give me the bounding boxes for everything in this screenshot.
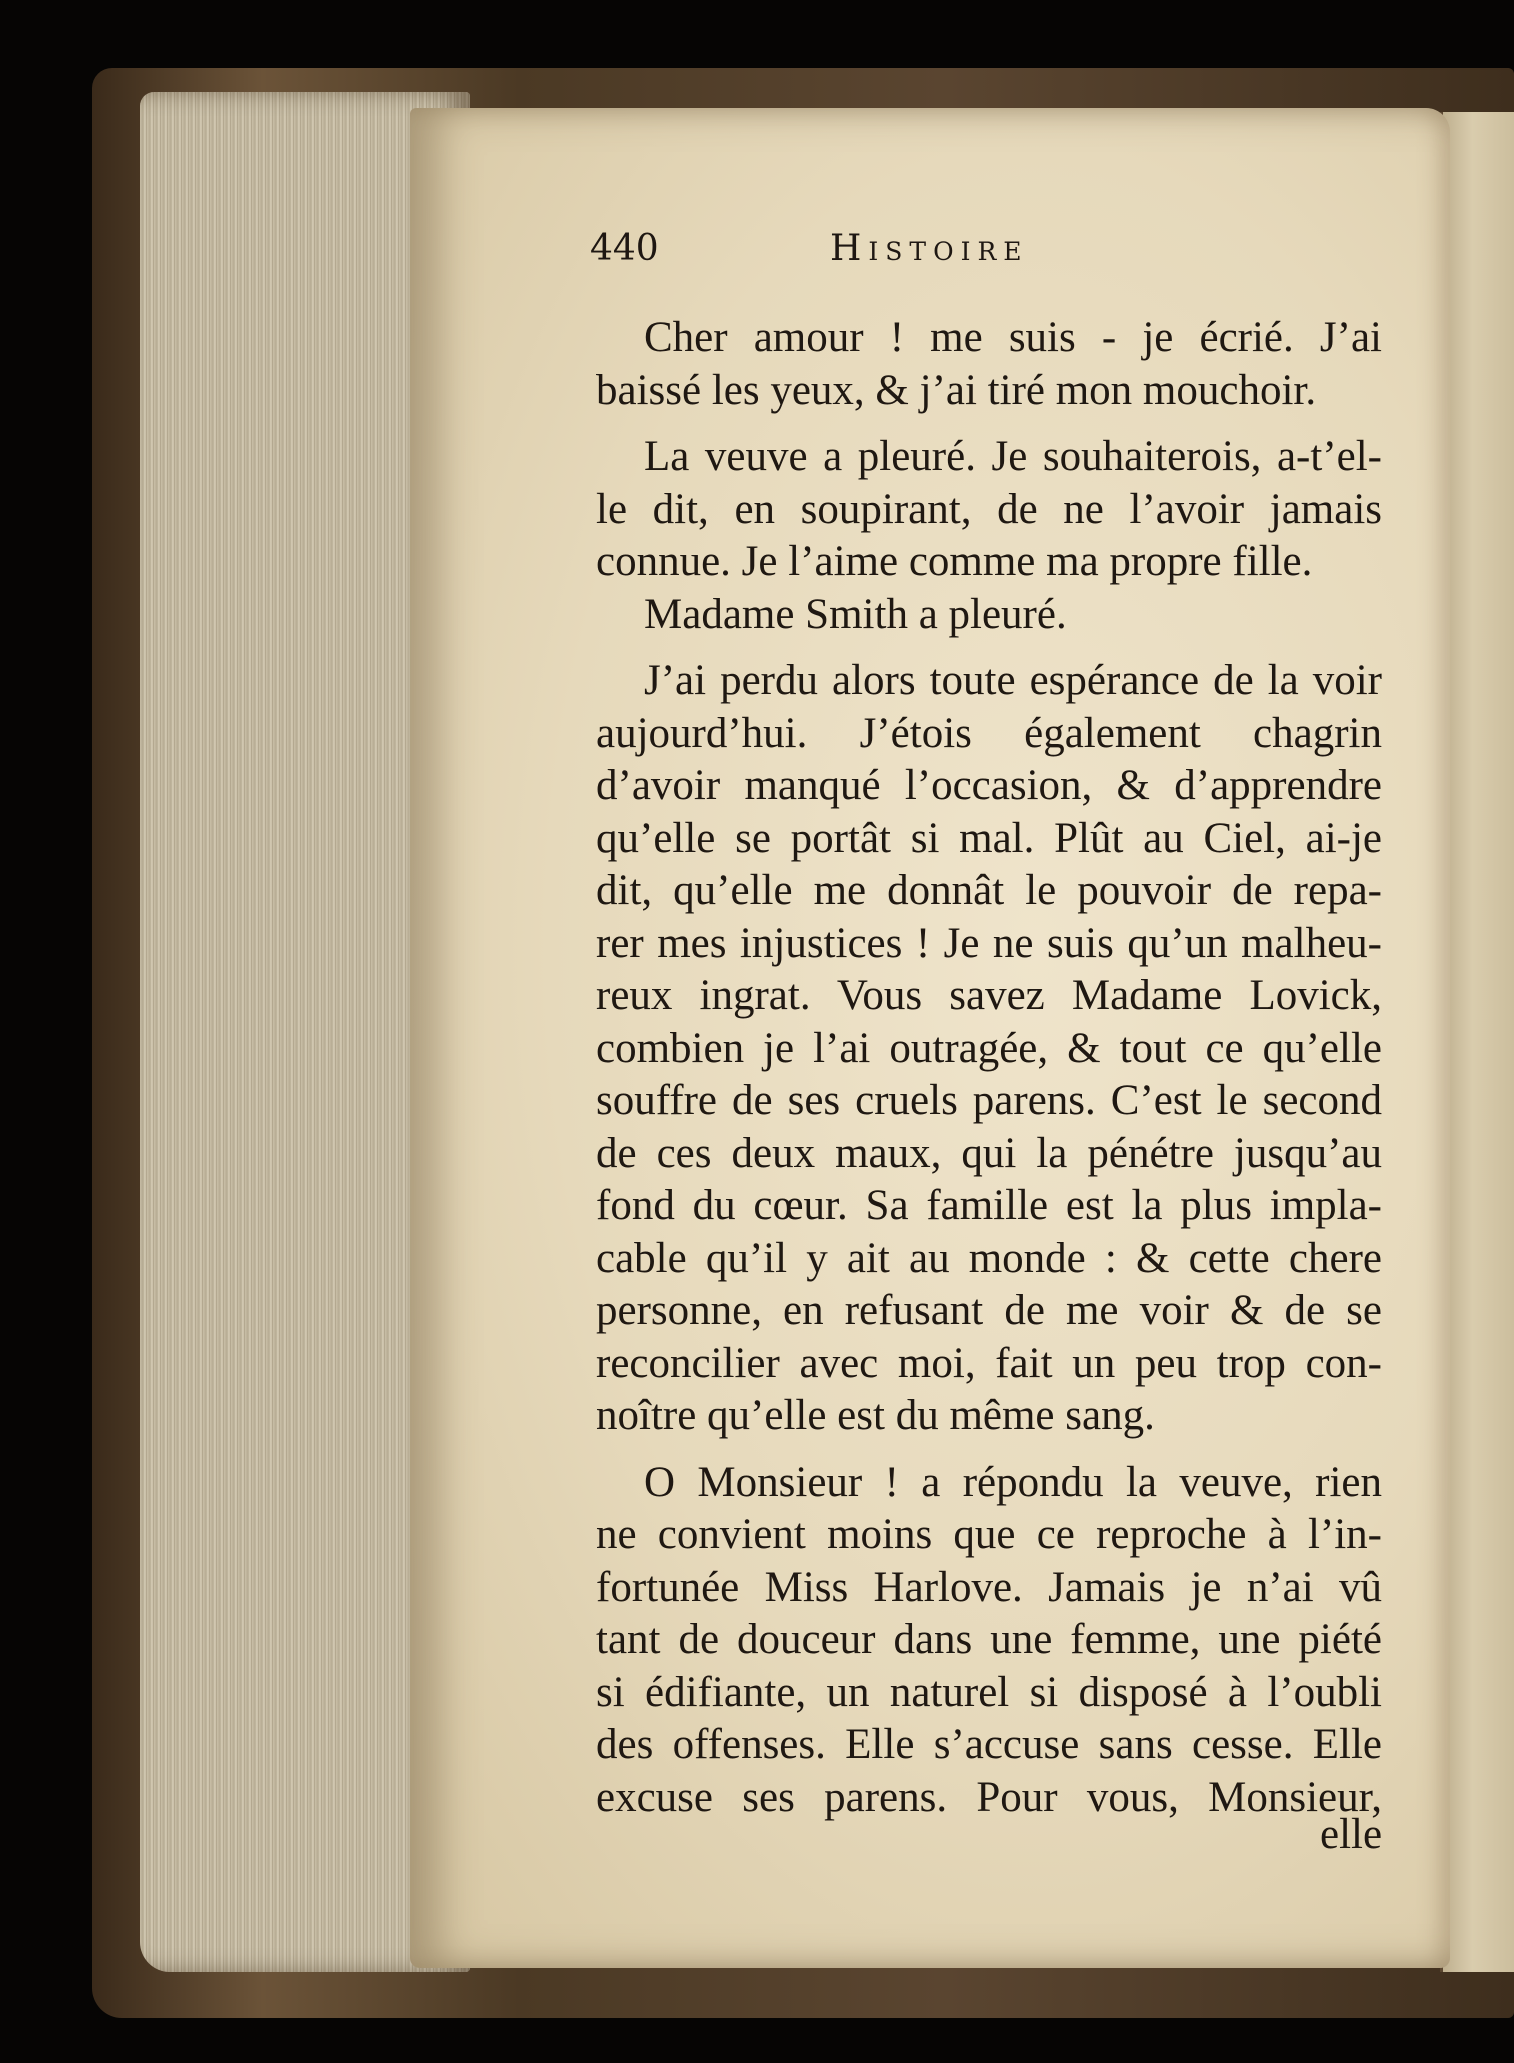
text-line: excuse ses parens. Pour vous, Monsieur, (596, 1773, 1382, 1821)
text-line: personne, en refusant de me voir & de se (596, 1287, 1382, 1334)
text-line: souffre de ses cruels parens. C’est le second (596, 1077, 1382, 1124)
text-line: dit, qu’elle me donnât le pouvoir de repa- (596, 867, 1382, 914)
text-line: ne convient moins que ce reproche à l’in- (596, 1511, 1382, 1558)
text-line: baissé les yeux, & j’ai tiré mon mouchoir. (596, 366, 1317, 414)
page-number: 440 (590, 228, 659, 269)
text-line: connue. Je l’aime comme ma propre fille. (596, 538, 1313, 585)
text-line: qu’elle se portât si mal. Plût au Ciel, ai-je (596, 814, 1382, 862)
text-line: J’ai perdu alors toute espérance de la voir (644, 657, 1382, 704)
text-line: le dit, en soupirant, de ne l’avoir jamais (596, 485, 1382, 533)
text-line: d’avoir manqué l’occasion, & d’apprendre (596, 762, 1382, 809)
text-line: Madame Smith a pleuré. (644, 590, 1067, 638)
facing-page-edge (1440, 112, 1514, 1972)
running-title: Histoire (830, 228, 1029, 269)
text-line: si édifiante, un naturel si disposé à l’oubli (596, 1668, 1382, 1716)
text-line: aujourd’hui. J’étois également chagrin (596, 709, 1382, 757)
text-line: combien je l’ai outragée, & tout ce qu’elle (596, 1024, 1382, 1072)
text-line: de ces deux maux, qui la pénétre jusqu’au (596, 1129, 1382, 1177)
text-line: reconcilier avec moi, fait un peu trop con- (596, 1339, 1382, 1387)
text-line: La veuve a pleuré. Je souhaiterois, a-t’el- (644, 433, 1382, 480)
text-line: noître qu’elle est du même sang. (596, 1392, 1155, 1439)
page-header (590, 228, 1110, 288)
text-line: rer mes injustices ! Je ne suis qu’un malheu- (596, 919, 1382, 967)
text-line: fond du cœur. Sa famille est la plus impla- (596, 1182, 1382, 1229)
catchword: elle (1320, 1811, 1383, 1858)
text-line: reux ingrat. Vous savez Madame Lovick, (596, 972, 1382, 1019)
text-line: Cher amour ! me suis - je écrié. J’ai (644, 314, 1382, 361)
text-line: tant de douceur dans une femme, une piété (596, 1616, 1382, 1663)
body-text (596, 312, 1382, 1852)
text-line: cable qu’il y ait au monde : & cette chere (596, 1234, 1382, 1282)
text-line: O Monsieur ! a répondu la veuve, rien (644, 1458, 1382, 1506)
text-line: des offenses. Elle s’accuse sans cesse. Elle (596, 1721, 1382, 1768)
text-line: fortunée Miss Harlove. Jamais je n’ai vû (596, 1563, 1382, 1611)
